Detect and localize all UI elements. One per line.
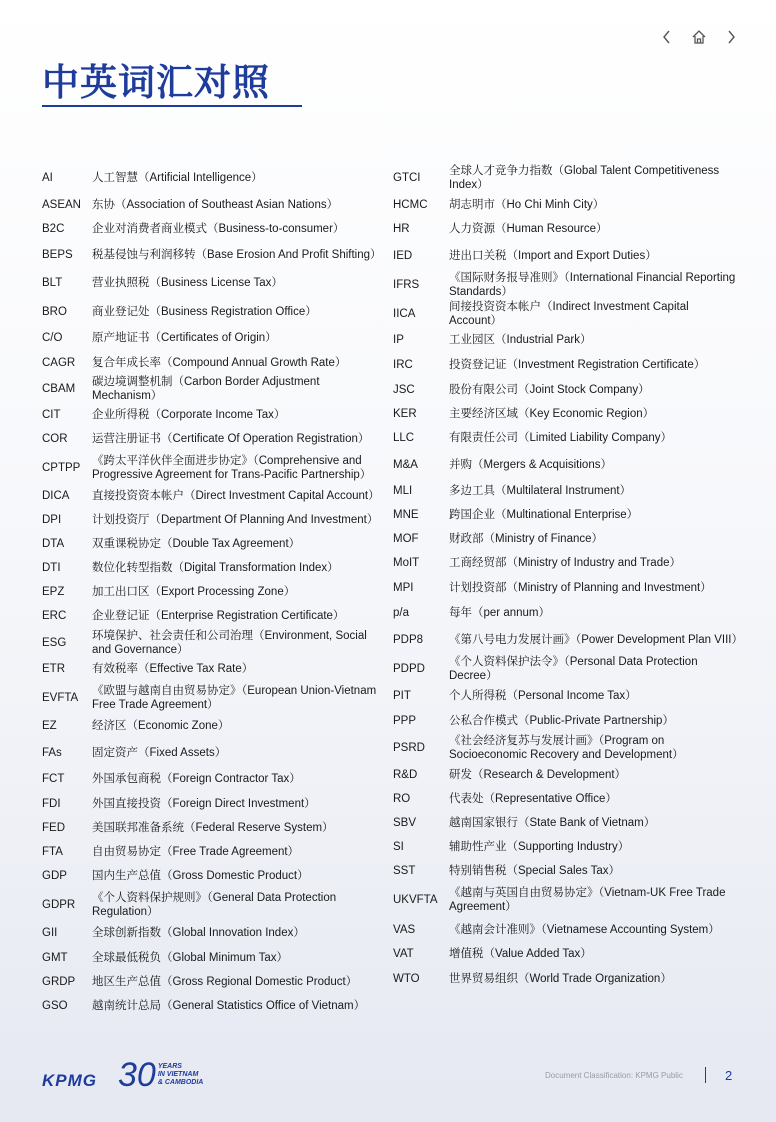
glossary-definition: 全球创新指数（Global Innovation Index） xyxy=(92,927,305,939)
glossary-row xyxy=(42,840,387,864)
glossary-abbreviation: MOF xyxy=(393,533,419,545)
anniversary-number: 30 xyxy=(118,1056,156,1094)
glossary-definition: 营业执照税（Business License Tax） xyxy=(92,276,283,289)
glossary-row xyxy=(393,654,738,683)
glossary-abbreviation: GII xyxy=(42,927,58,939)
glossary-abbreviation: GMT xyxy=(42,951,68,964)
glossary-definition: 个人所得税（Personal Income Tax） xyxy=(449,689,637,702)
kpmg-logo: KPMG xyxy=(42,1071,97,1090)
glossary-row xyxy=(42,556,387,580)
glossary-definition: 《国际财务报导准则》（International Financial Reporting Standards） xyxy=(449,271,736,298)
glossary-definition: 商业登记处（Business Registration Office） xyxy=(92,305,317,318)
glossary-row xyxy=(42,767,387,791)
glossary-abbreviation: JSC xyxy=(393,383,415,396)
glossary-row xyxy=(393,708,738,733)
glossary-definition: 跨国企业（Multinational Enterprise） xyxy=(449,509,639,521)
glossary-definition: 主要经济区域（Key Economic Region） xyxy=(449,408,655,420)
glossary-abbreviation: GDPR xyxy=(42,898,76,911)
glossary-row xyxy=(42,163,387,192)
glossary-definition: 企业登记证（Enterprise Registration Certificate） xyxy=(92,610,345,622)
glossary-abbreviation: C/O xyxy=(42,332,63,344)
glossary-row xyxy=(42,484,387,508)
glossary-abbreviation: HCMC xyxy=(393,198,428,211)
glossary-row xyxy=(42,580,387,604)
glossary-abbreviation: FAs xyxy=(42,746,62,759)
glossary-definition: 有限责任公司（Limited Liability Company） xyxy=(449,432,673,444)
glossary-row xyxy=(42,604,387,628)
glossary-row xyxy=(393,683,738,708)
glossary-abbreviation: CPTPP xyxy=(42,461,81,474)
home-icon[interactable] xyxy=(690,28,708,46)
glossary-abbreviation: IRC xyxy=(393,358,413,371)
glossary-abbreviation: ESG xyxy=(42,636,67,649)
glossary-abbreviation: MPI xyxy=(393,581,414,594)
glossary-abbreviation: AI xyxy=(42,171,53,184)
glossary-abbreviation: FED xyxy=(42,822,65,834)
glossary-row xyxy=(42,350,387,375)
glossary-abbreviation: CIT xyxy=(42,408,61,421)
glossary-definition: 双重课税协定（Double Tax Agreement） xyxy=(92,538,301,550)
glossary-row xyxy=(393,835,738,859)
glossary-row xyxy=(42,864,387,888)
glossary-definition: 经济区（Economic Zone） xyxy=(92,720,230,732)
glossary-abbreviation: R&D xyxy=(393,768,418,781)
document-classification: Document Classification: KPMG Public xyxy=(545,1071,683,1080)
glossary-abbreviation: MoIT xyxy=(393,557,420,569)
glossary-abbreviation: IFRS xyxy=(393,278,420,291)
glossary-definition: 地区生产总值（Gross Regional Domestic Product） xyxy=(92,976,358,988)
glossary-definition: 越南统计总局（General Statistics Office of Vietnam） xyxy=(92,1000,366,1012)
glossary-row xyxy=(393,527,738,551)
glossary-definition: 《越南与英国自由贸易协定》（Vietnam-UK Free Trade Agreement） xyxy=(449,887,726,913)
glossary-definition: 研发（Research & Development） xyxy=(449,768,627,781)
glossary-abbreviation: WTO xyxy=(393,972,420,985)
glossary-row xyxy=(393,217,738,241)
glossary-row xyxy=(393,450,738,479)
glossary-row xyxy=(393,479,738,503)
glossary-row xyxy=(393,942,738,966)
anniversary-badge xyxy=(118,1057,203,1093)
glossary-abbreviation: DPI xyxy=(42,514,62,526)
glossary-definition: 固定资产（Fixed Assets） xyxy=(92,746,227,759)
glossary-abbreviation: PPP xyxy=(393,714,417,727)
glossary-abbreviation: FCT xyxy=(42,773,65,785)
glossary-row xyxy=(42,816,387,840)
glossary-definition: 投资登记证（Investment Registration Certificate） xyxy=(449,358,706,371)
glossary-definition: 东协（Association of Southeast Asian Nations） xyxy=(92,198,339,211)
glossary-abbreviation: B2C xyxy=(42,223,65,235)
glossary-row xyxy=(393,352,738,377)
glossary-definition: 辅助性产业（Supporting Industry） xyxy=(449,841,630,853)
glossary-abbreviation: IICA xyxy=(393,307,416,320)
glossary-row xyxy=(393,163,738,192)
glossary-row xyxy=(42,402,387,427)
glossary-row xyxy=(42,628,387,657)
glossary-row xyxy=(42,791,387,816)
glossary-abbreviation: SI xyxy=(393,841,404,853)
glossary-abbreviation: ASEAN xyxy=(42,198,81,211)
page-number: 2 xyxy=(725,1068,733,1083)
glossary-row xyxy=(393,503,738,527)
glossary-definition: 胡志明市（Ho Chi Minh City） xyxy=(449,198,605,211)
glossary-abbreviation: MNE xyxy=(393,509,419,521)
glossary-definition: 美国联邦准备系统（Federal Reserve System） xyxy=(92,822,334,834)
glossary-definition: 越南国家银行（State Bank of Vietnam） xyxy=(449,817,656,829)
glossary-row xyxy=(393,299,738,328)
anniversary-line: IN VIETNAM xyxy=(157,1071,199,1078)
glossary-abbreviation: RO xyxy=(393,793,411,805)
glossary-abbreviation: FTA xyxy=(42,846,63,858)
glossary-row xyxy=(42,970,387,994)
glossary-row xyxy=(42,451,387,484)
glossary-definition: 世界贸易组织（World Trade Organization） xyxy=(449,972,672,985)
glossary-abbreviation: IP xyxy=(393,334,404,346)
glossary-row xyxy=(42,241,387,268)
glossary-row xyxy=(42,945,387,970)
glossary-definition: 人力资源（Human Resource） xyxy=(449,223,608,235)
glossary-definition: 特别销售税（Special Sales Tax） xyxy=(449,865,621,877)
glossary-definition: 间接投资资本帐户（Indirect Investment Capital Account） xyxy=(449,300,689,327)
glossary-definition: 自由贸易协定（Free Trade Agreement） xyxy=(92,846,300,858)
glossary-row xyxy=(42,375,387,402)
glossary-definition: 《第八号电力发展计画》（Power Development Plan VIII） xyxy=(449,633,743,646)
glossary-abbreviation: HR xyxy=(393,223,410,235)
glossary-row xyxy=(42,714,387,738)
glossary-abbreviation: CBAM xyxy=(42,382,76,395)
glossary-row xyxy=(393,426,738,450)
glossary-definition: 《个人资料保护法令》（Personal Data Protection Decree） xyxy=(449,655,698,682)
glossary-abbreviation: EVFTA xyxy=(42,691,79,704)
glossary-definition: 复合年成长率（Compound Annual Growth Rate） xyxy=(92,356,347,369)
glossary-definition: 《个人资料保护规则》（General Data Protection Regulation） xyxy=(92,891,337,918)
glossary-abbreviation: PSRD xyxy=(393,741,425,754)
glossary-abbreviation: CAGR xyxy=(42,356,76,369)
glossary-definition: 代表处（Representative Office） xyxy=(449,793,617,805)
glossary-definition: 股份有限公司（Joint Stock Company） xyxy=(449,383,650,396)
glossary-row xyxy=(393,241,738,270)
glossary-abbreviation: M&A xyxy=(393,458,418,471)
glossary-row xyxy=(393,551,738,575)
glossary-definition: 增值税（Value Added Tax） xyxy=(449,948,592,960)
glossary-row xyxy=(393,377,738,402)
glossary-definition: 多边工具（Multilateral Instrument） xyxy=(449,485,632,497)
glossary-row xyxy=(42,994,387,1018)
anniversary-line: YEARS xyxy=(157,1063,182,1070)
glossary-abbreviation: LLC xyxy=(393,432,415,444)
page-title: 中英词汇对照 xyxy=(42,62,270,103)
glossary-row xyxy=(393,917,738,942)
glossary-abbreviation: BRO xyxy=(42,305,67,318)
glossary-abbreviation: PDP8 xyxy=(393,633,424,646)
glossary-definition: 数位化转型指数（Digital Transformation Index） xyxy=(92,562,339,574)
glossary-abbreviation: BEPS xyxy=(42,248,73,261)
page-nav xyxy=(658,28,740,46)
glossary-definition: 加工出口区（Export Processing Zone） xyxy=(92,586,296,598)
glossary-row xyxy=(42,326,387,350)
glossary-definition: 全球人才竞争力指数（Global Talent Competitiveness Index） xyxy=(449,164,720,191)
glossary-definition: 外国承包商税（Foreign Contractor Tax） xyxy=(92,773,301,785)
glossary-definition: 并购（Mergers & Acquisitions） xyxy=(449,458,612,471)
glossary-abbreviation: FDI xyxy=(42,797,61,810)
glossary-definition: 碳边境调整机制（Carbon Border Adjustment Mechanism） xyxy=(92,375,320,402)
glossary-definition: 税基侵蚀与利润移转（Base Erosion And Profit Shifting） xyxy=(92,248,382,261)
glossary-abbreviation: VAS xyxy=(393,923,416,936)
glossary-row xyxy=(42,508,387,532)
glossary-row xyxy=(42,268,387,297)
glossary-row xyxy=(393,270,738,299)
glossary-row xyxy=(42,657,387,681)
glossary-definition: 财政部（Ministry of Finance） xyxy=(449,533,604,545)
glossary-abbreviation: COR xyxy=(42,433,68,445)
glossary-definition: 《社会经济复苏与发展计画》（Program on Socioeconomic Recovery and Development） xyxy=(449,734,684,761)
glossary-row xyxy=(42,888,387,921)
glossary-abbreviation: DTA xyxy=(42,538,65,550)
glossary-row xyxy=(393,733,738,762)
glossary-abbreviation: KER xyxy=(393,408,417,420)
glossary-row xyxy=(393,883,738,917)
glossary-definition: 运营注册证书（Certificate Of Operation Registration） xyxy=(92,433,370,445)
glossary-definition: 公私合作模式（Public-Private Partnership） xyxy=(449,714,674,727)
glossary-row xyxy=(42,297,387,326)
glossary-definition: 企业对消费者商业模式（Business-to-consumer） xyxy=(92,223,345,235)
glossary-row xyxy=(42,532,387,556)
glossary-abbreviation: DTI xyxy=(42,562,61,574)
glossary-abbreviation: EZ xyxy=(42,720,57,732)
glossary-right-column xyxy=(393,163,743,991)
glossary-definition: 计划投资部（Ministry of Planning and Investment） xyxy=(449,581,712,594)
chevron-left-icon[interactable] xyxy=(658,28,676,46)
glossary-row xyxy=(393,787,738,811)
glossary-definition: 环境保护、社会责任和公司治理（Environment, Social and Governance） xyxy=(92,629,367,656)
glossary-row xyxy=(42,192,387,217)
glossary-row xyxy=(42,921,387,945)
glossary-definition: 进出口关税（Import and Export Duties） xyxy=(449,249,657,262)
glossary-definition: 工业园区（Industrial Park） xyxy=(449,334,592,346)
chevron-right-icon[interactable] xyxy=(722,28,740,46)
glossary-definition: 计划投资厅（Department Of Planning And Investment） xyxy=(92,514,379,526)
glossary-abbreviation: SBV xyxy=(393,817,417,829)
glossary-row xyxy=(393,859,738,883)
glossary-abbreviation: GRDP xyxy=(42,976,76,988)
glossary-abbreviation: ETR xyxy=(42,663,65,675)
glossary-abbreviation: GTCI xyxy=(393,171,421,184)
footer xyxy=(0,1055,776,1095)
glossary-abbreviation: ERC xyxy=(42,610,67,622)
glossary-abbreviation: UKVFTA xyxy=(393,894,438,906)
glossary-row xyxy=(393,575,738,600)
glossary-abbreviation: GSO xyxy=(42,1000,68,1012)
glossary-row xyxy=(393,600,738,625)
glossary-row xyxy=(42,681,387,714)
glossary-row xyxy=(42,738,387,767)
glossary-abbreviation: PDPD xyxy=(393,662,425,675)
glossary-definition: 直接投资资本帐户（Direct Investment Capital Account） xyxy=(92,490,380,502)
glossary-definition: 工商经贸部（Ministry of Industry and Trade） xyxy=(449,557,681,569)
glossary-row xyxy=(393,762,738,787)
glossary-abbreviation: SST xyxy=(393,865,416,877)
glossary-definition: 企业所得税（Corporate Income Tax） xyxy=(92,408,286,421)
glossary-left-column xyxy=(42,163,387,1018)
glossary-row xyxy=(393,811,738,835)
glossary-definition: 《欧盟与越南自由贸易协定》（European Union-Vietnam Free Trade Agreement） xyxy=(92,684,377,711)
glossary-definition: 人工智慧（Artificial Intelligence） xyxy=(92,171,263,184)
glossary-definition: 《越南会计准则》（Vietnamese Accounting System） xyxy=(449,923,720,936)
glossary-abbreviation: IED xyxy=(393,249,413,262)
glossary-abbreviation: BLT xyxy=(42,276,63,289)
glossary-definition: 外国直接投资（Foreign Direct Investment） xyxy=(92,797,316,810)
anniversary-text xyxy=(158,1063,204,1087)
glossary-abbreviation: MLI xyxy=(393,485,413,497)
glossary-row xyxy=(393,328,738,352)
footer-divider xyxy=(705,1067,706,1083)
glossary-abbreviation: DICA xyxy=(42,490,70,502)
glossary-row xyxy=(393,192,738,217)
title-underline xyxy=(42,105,302,107)
glossary-definition: 国内生产总值（Gross Domestic Product） xyxy=(92,870,309,882)
glossary-definition: 原产地证书（Certificates of Origin） xyxy=(92,332,277,344)
glossary-abbreviation: GDP xyxy=(42,870,67,882)
glossary-definition: 全球最低税负（Global Minimum Tax） xyxy=(92,951,288,964)
glossary-row xyxy=(393,402,738,426)
glossary-abbreviation: PIT xyxy=(393,689,411,702)
glossary-abbreviation: EPZ xyxy=(42,586,65,598)
glossary-abbreviation: VAT xyxy=(393,948,414,960)
glossary-definition: 每年（per annum） xyxy=(449,606,550,619)
glossary-definition: 有效税率（Effective Tax Rate） xyxy=(92,663,254,675)
glossary-row xyxy=(42,217,387,241)
glossary-row xyxy=(42,427,387,451)
anniversary-line: & CAMBODIA xyxy=(157,1079,204,1086)
glossary-abbreviation: p/a xyxy=(393,606,409,619)
glossary-row xyxy=(393,966,738,991)
glossary-row xyxy=(393,625,743,654)
glossary-definition: 《跨太平洋伙伴全面进步协定》（Comprehensive and Progressive Agreement for Trans-Pacific Partnership） xyxy=(92,454,372,481)
